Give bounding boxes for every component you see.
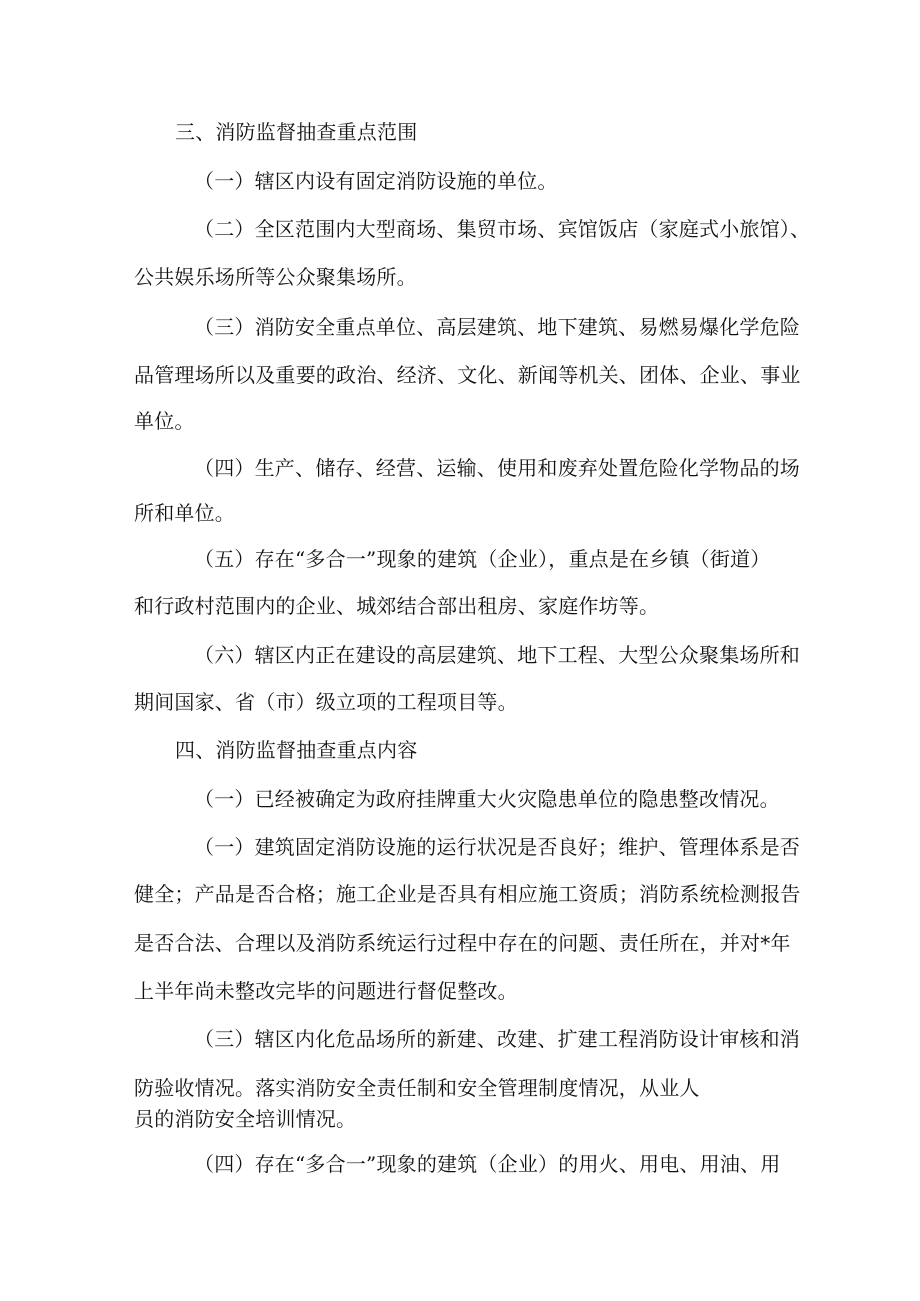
continued-line: 防验收情况。落实消防安全责任制和安全管理制度情况，从业人 bbox=[134, 1076, 700, 1100]
list-item: （一）辖区内设有固定消防设施的单位。 bbox=[194, 169, 558, 193]
continued-line: 单位。 bbox=[134, 409, 195, 433]
list-item: （三）辖区内化危品场所的新建、改建、扩建工程消防设计审核和消 bbox=[194, 1027, 800, 1051]
list-item: （五）存在“多合一”现象的建筑（企业），重点是在乡镇（街道） bbox=[194, 547, 771, 571]
list-item: （一）已经被确定为政府挂牌重大火灾隐患单位的隐患整改情况。 bbox=[194, 787, 780, 811]
list-item: （一）建筑固定消防设施的运行状况是否良好；维护、管理体系是否 bbox=[194, 835, 800, 859]
section-heading: 三、消防监督抽查重点范围 bbox=[175, 120, 418, 144]
continued-line: 公共娱乐场所等公众聚集场所。 bbox=[134, 265, 417, 289]
list-item: （六）辖区内正在建设的高层建筑、地下工程、大型公众聚集场所和 bbox=[194, 643, 800, 667]
continued-line: 期间国家、省（市）级立项的工程项目等。 bbox=[134, 690, 518, 714]
section-heading: 四、消防监督抽查重点内容 bbox=[175, 738, 418, 762]
list-item: （四）生产、储存、经营、运输、使用和废弃处置危险化学物品的场 bbox=[194, 456, 800, 480]
continued-line: 所和单位。 bbox=[134, 501, 235, 525]
list-item: （四）存在“多合一”现象的建筑（企业）的用火、用电、用油、用 bbox=[194, 1152, 781, 1176]
continued-line: 品管理场所以及重要的政治、经济、文化、新闻等机关、团体、企业、事业 bbox=[134, 363, 801, 387]
continued-line: 健全；产品是否合格；施工企业是否具有相应施工资质；消防系统检测报告 bbox=[134, 882, 801, 906]
continued-line: 上半年尚未整改完毕的问题进行督促整改。 bbox=[134, 979, 518, 1003]
continued-line: 员的消防安全培训情况。 bbox=[134, 1107, 357, 1131]
list-item: （三）消防安全重点单位、高层建筑、地下建筑、易燃易爆化学危险 bbox=[194, 315, 800, 339]
continued-line: 和行政村范围内的企业、城郊结合部出租房、家庭作坊等。 bbox=[134, 594, 660, 618]
list-item: （二）全区范围内大型商场、集贸市场、宾馆饭店（家庭式小旅馆）、 bbox=[194, 217, 811, 241]
continued-line: 是否合法、合理以及消防系统运行过程中存在的问题、责任所在，并对*年 bbox=[134, 931, 791, 955]
